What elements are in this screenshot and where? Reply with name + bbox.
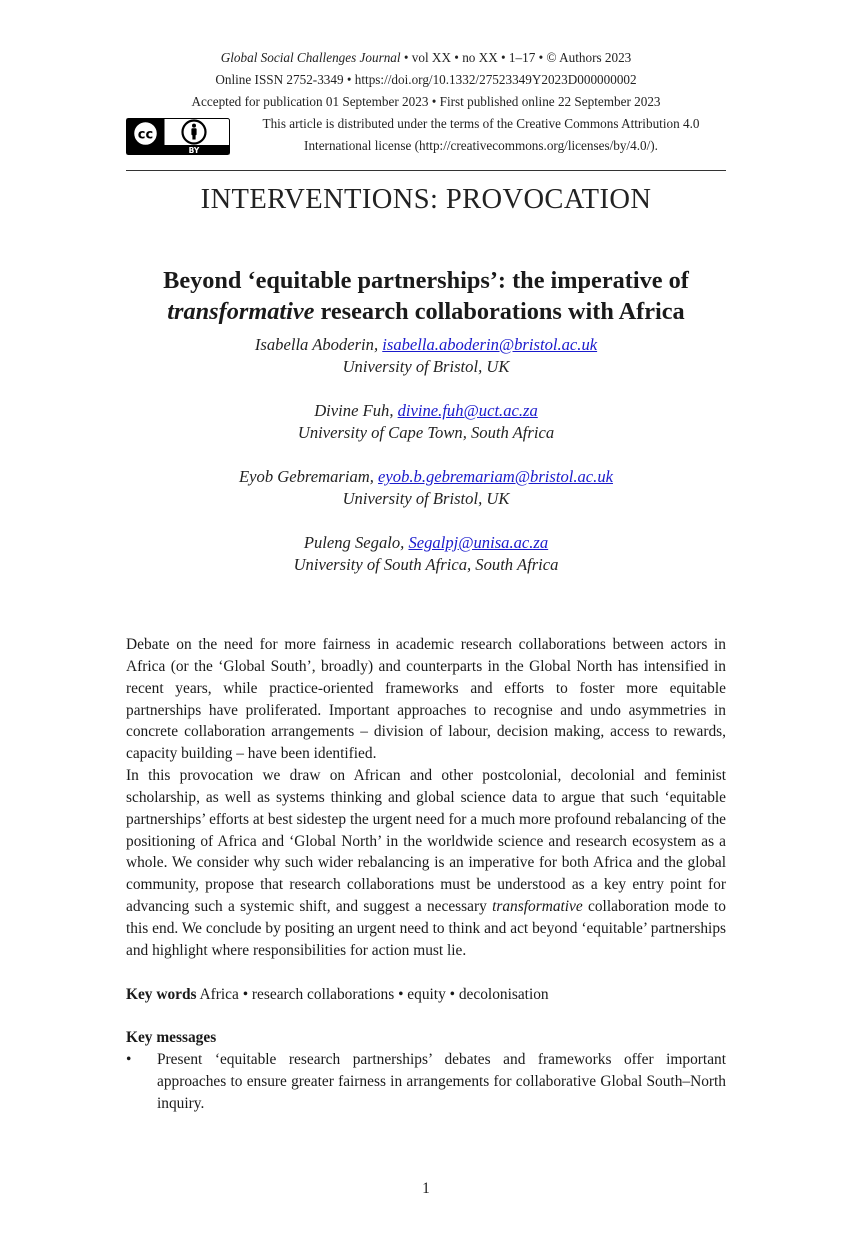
author-affiliation: University of South Africa, South Africa <box>293 555 559 574</box>
license-line-2: International license (http://creativecommons.org/licenses/by/4.0/). <box>304 138 658 153</box>
key-messages-label: Key messages <box>126 1029 217 1046</box>
keywords-label: Key words <box>126 986 197 1003</box>
journal-volume-info: • vol XX • no XX • 1–17 • © Authors 2023 <box>400 50 632 65</box>
abstract-p2-end: collaboration mode to this end. We conclude by positing an urgent need to think and act beyond ‘equitable’ partnerships and highlight where responsibilities for action must lie. <box>126 898 726 959</box>
bullet-icon: • <box>126 1051 132 1068</box>
journal-header <box>126 47 726 113</box>
author-email-link[interactable]: eyob.b.gebremariam@bristol.ac.uk <box>378 467 613 486</box>
by-badge-text: BY <box>188 146 200 155</box>
author-affiliation: University of Cape Town, South Africa <box>297 423 555 442</box>
publication-dates-line: Accepted for publication 01 September 2023 • First published online 22 September 2023 <box>191 94 661 109</box>
author-block <box>126 334 726 378</box>
abstract-paragraph-1: Debate on the need for more fairness in academic research collaborations between actors in Africa (or the ‘Global South’, broadly) and counterparts in the Global North has intensified in recent years, while practice-oriented frameworks and efforts to foster more equitable partnerships have proliferated. Important approaches to recognise and undo asymmetries in concrete collaboration arrangements – division of labour, decision making, access to rewards, capacity building – have been identified. <box>126 636 726 763</box>
author-name: Eyob Gebremariam, <box>239 467 374 486</box>
license-block <box>126 113 726 157</box>
section-label: INTERVENTIONS: PROVOCATION <box>200 184 652 215</box>
author-block <box>126 466 726 510</box>
key-messages <box>126 1027 726 1115</box>
author-name: Puleng Segalo, <box>303 533 405 552</box>
title-part-2: research collaborations with Africa <box>314 298 685 325</box>
key-message-item <box>126 1049 726 1115</box>
license-text <box>236 113 726 157</box>
header-divider <box>126 170 726 171</box>
author-block <box>126 400 726 444</box>
abstract-p2-start: In this provocation we draw on African and other postcolonial, decolonial and feminist scholarship, as well as systems thinking and global science data to argue that such ‘equitable partnerships’ efforts at best sidestep the urgent need for a much more profound rebalancing of the positioning of Africa and ‘Global North’ in the worldwide science and research ecosystem as a whole. We consider why such wider rebalancing is an imperative for both Africa and the global community, propose that research collaborations must be understood as a key entry point for advancing such a systemic shift, and suggest a necessary <box>126 767 726 916</box>
article-title <box>110 265 742 327</box>
author-affiliation: University of Bristol, UK <box>342 357 510 376</box>
title-part-1: Beyond ‘equitable partnerships’: the imperative of <box>163 267 689 294</box>
journal-citation-line <box>126 47 726 69</box>
abstract <box>126 634 726 962</box>
author-email-link[interactable]: divine.fuh@uct.ac.za <box>397 401 538 420</box>
keywords <box>126 984 726 1006</box>
journal-name: Global Social Challenges Journal <box>220 50 401 65</box>
author-name: Isabella Aboderin, <box>254 335 379 354</box>
abstract-p2-italic: transformative <box>492 898 583 916</box>
author-block <box>126 532 726 576</box>
cc-badge-text: cc <box>137 127 154 143</box>
author-name: Divine Fuh, <box>314 401 394 420</box>
title-italic: transformative <box>167 298 315 325</box>
author-list <box>126 334 726 598</box>
abstract-paragraph-2 <box>126 765 726 962</box>
author-email-link[interactable]: Segalpj@unisa.ac.za <box>408 533 549 552</box>
creative-commons-by-icon <box>126 118 230 155</box>
author-affiliation: University of Bristol, UK <box>342 489 510 508</box>
page-number: 1 <box>422 1180 430 1197</box>
key-message-text: Present ‘equitable research partnerships’ debates and frameworks offer important approaches to ensure greater fairness in arrangements for collaborative Global South–North inquiry. <box>157 1051 726 1112</box>
license-line-1: This article is distributed under the terms of the Creative Commons Attribution 4.0 <box>262 116 700 131</box>
issn-doi-line: Online ISSN 2752-3349 • https://doi.org/10.1332/27523349Y2023D000000002 <box>215 72 637 87</box>
author-email-link[interactable]: isabella.aboderin@bristol.ac.uk <box>382 335 598 354</box>
keywords-text: Africa • research collaborations • equity • decolonisation <box>196 986 549 1003</box>
